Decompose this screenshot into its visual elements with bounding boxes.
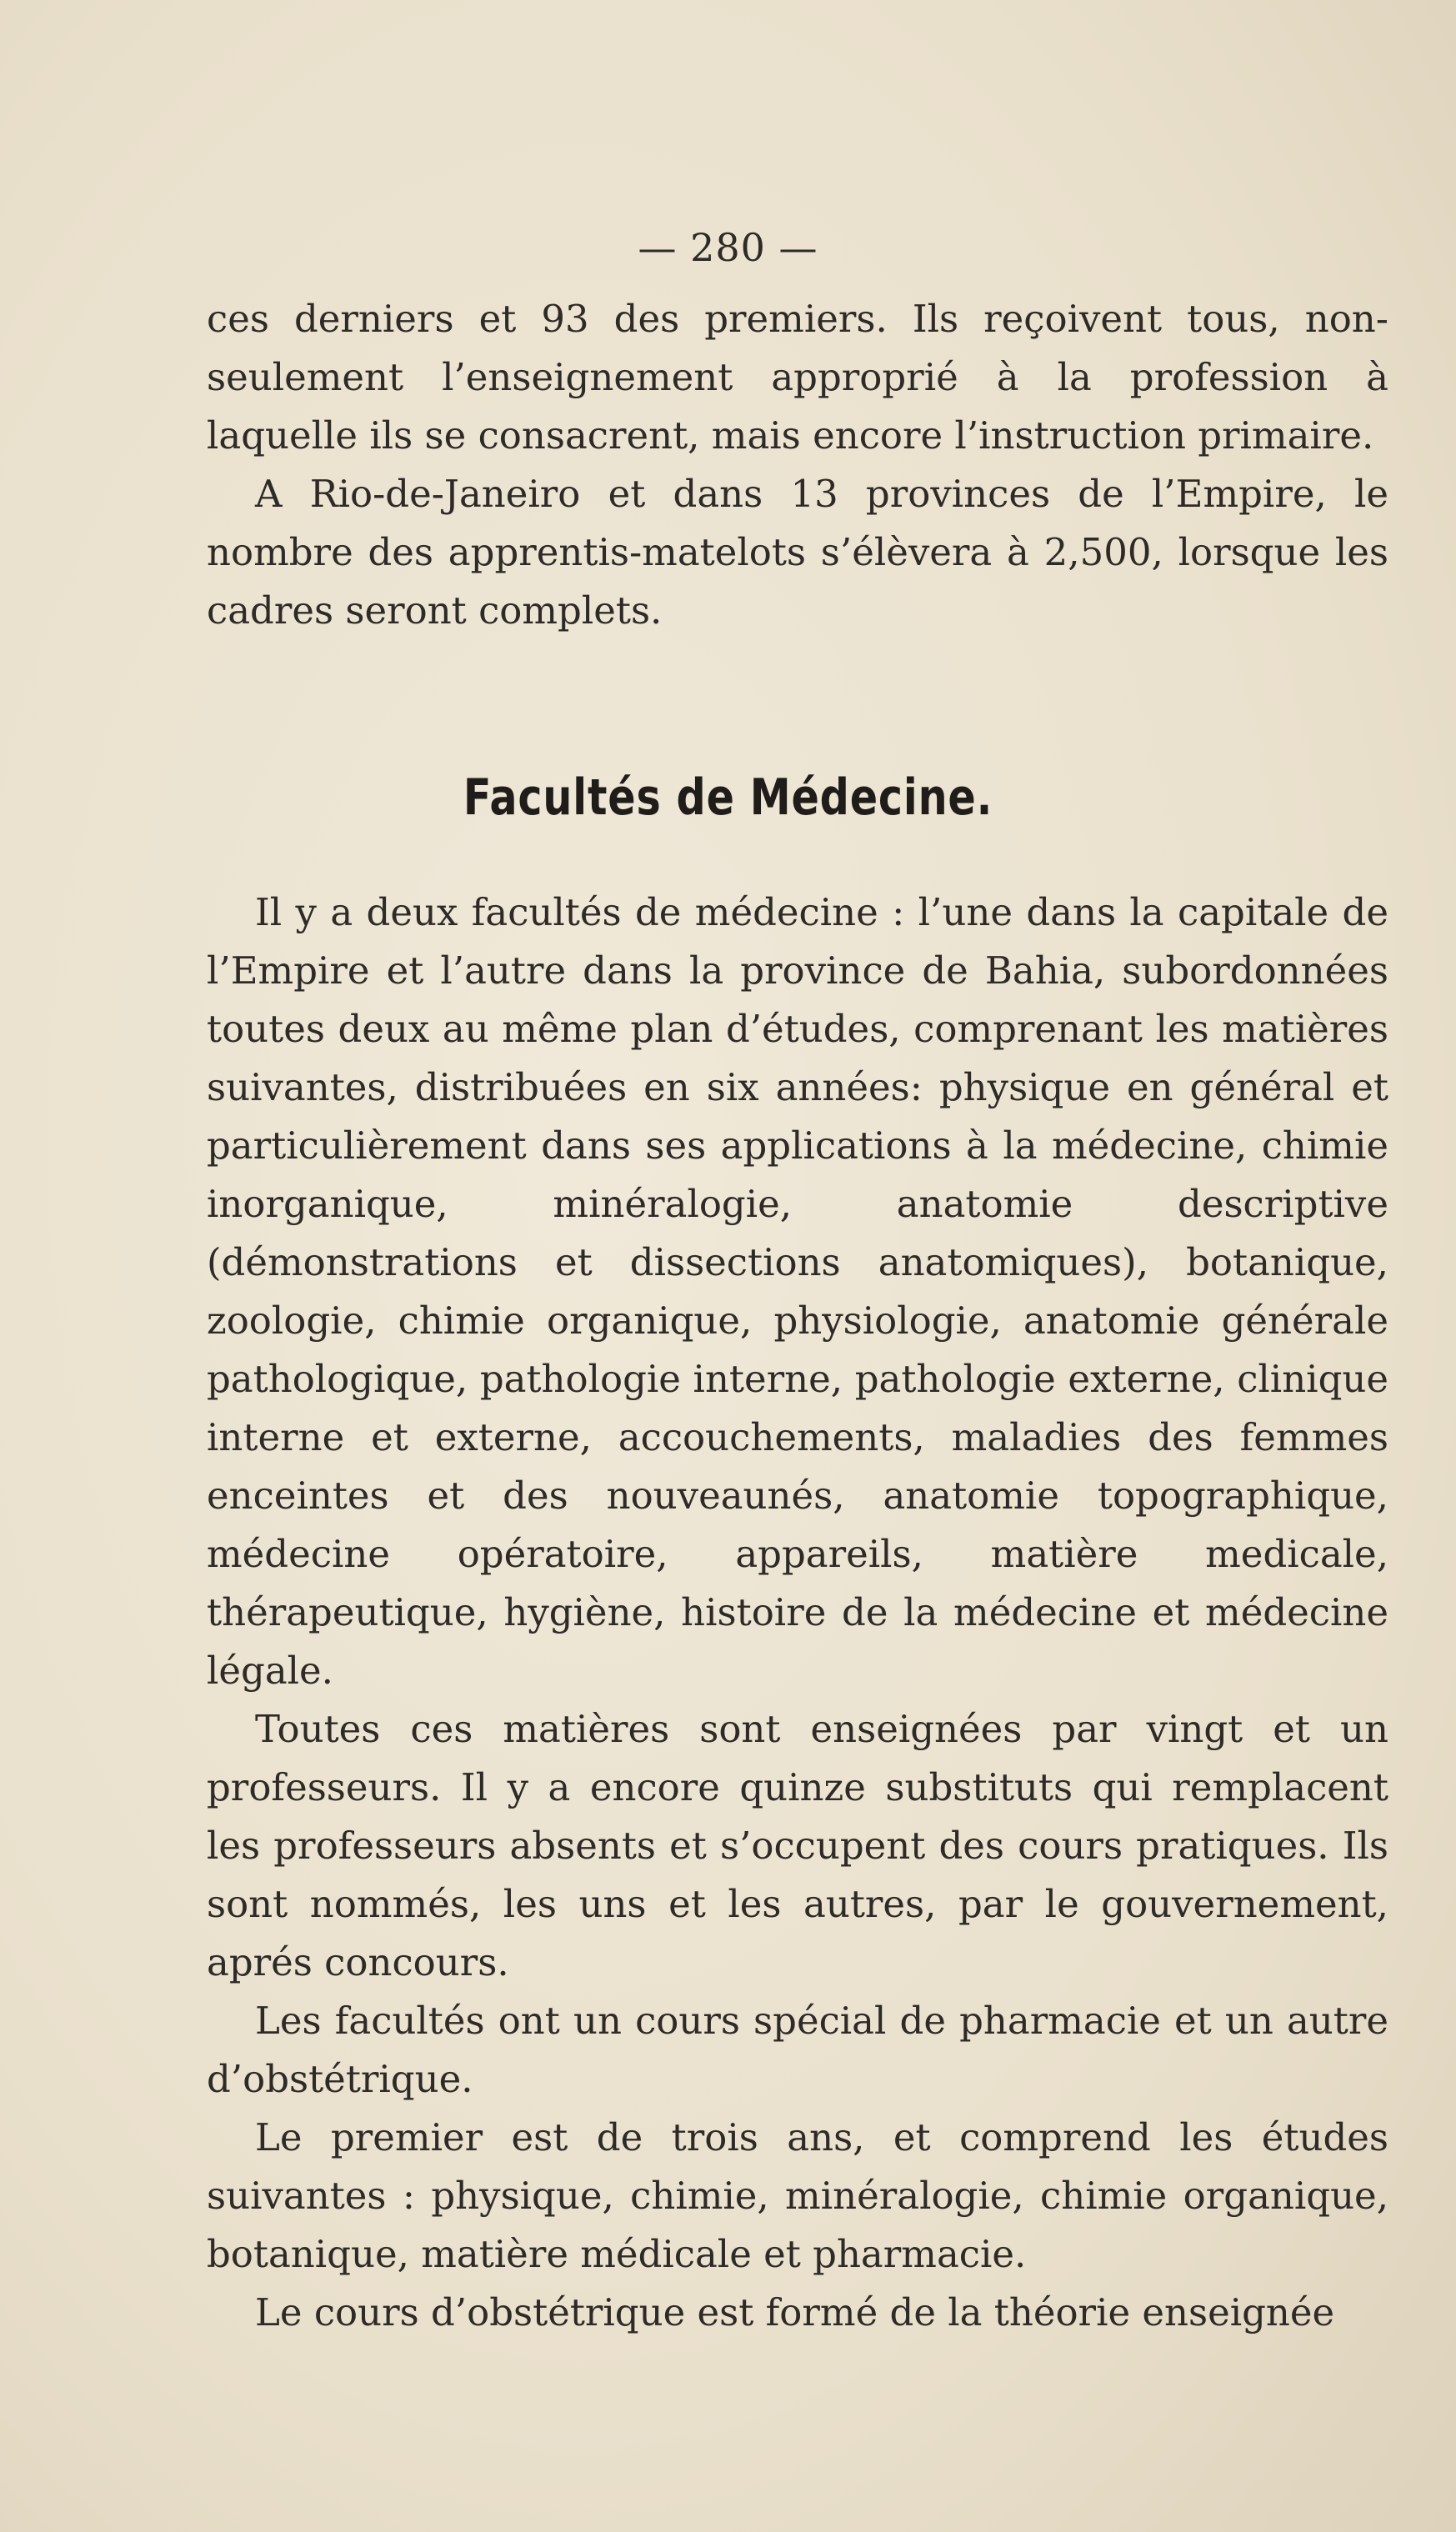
section-title: Facultés de Médecine.: [463, 768, 993, 827]
paragraph: Toutes ces matières sont enseignées par vingt et un professeurs. Il y a encore quinze substituts qui remplacent les professeurs absents et s’occupent des cours pratiques. Ils sont nommés, les uns et les autres, par le gouvernement, aprés concours.: [207, 1707, 1388, 1984]
paragraph: Il y a deux facultés de médecine : l’une dans la capitale de l’Empire et l’autre dans la province de Bahia, subordonnées toutes deux au même plan d’études, comprenant les matières suivantes, distribuées en six années: physique en général et particulièrement dans ses applications à la médecine, chimie inorganique, minéralogie, anatomie descriptive (démonstrations et dissections anatomiques), botanique, zoologie, chimie organique, physiologie, anatomie générale pathologique, pathologie interne, pathologie externe, clinique interne et externe, accouchements, maladies des femmes enceintes et des nouveaunés, anatomie topographique, médecine opératoire, appareils, matière medicale, thérapeutique, hygiène, histoire de la médecine et médecine légale.: [207, 890, 1388, 1693]
paragraph: A Rio-de-Janeiro et dans 13 provinces de l’Empire, le nombre des apprentis-matelots s’élèvera à 2,500, lorsque les cadres seront complets.: [207, 472, 1388, 633]
intro-text: [207, 290, 1388, 640]
page-number: — 280 —: [638, 225, 818, 270]
paragraph: Le cours d’obstétrique est formé de la théorie enseignée: [255, 2290, 1335, 2334]
paragraph: Le premier est de trois ans, et comprend les études suivantes : physique, chimie, minéralogie, chimie organique, botanique, matière médicale et pharmacie.: [207, 2115, 1388, 2276]
paragraph: Les facultés ont un cours spécial de pharmacie et un autre d’obstétrique.: [207, 1999, 1388, 2101]
section-text: [207, 883, 1388, 2342]
paragraph: ces derniers et 93 des premiers. Ils reçoivent tous, non-seulement l’enseignement approprié à la profession à laquelle ils se consacrent, mais encore l’instruction primaire.: [207, 297, 1388, 458]
